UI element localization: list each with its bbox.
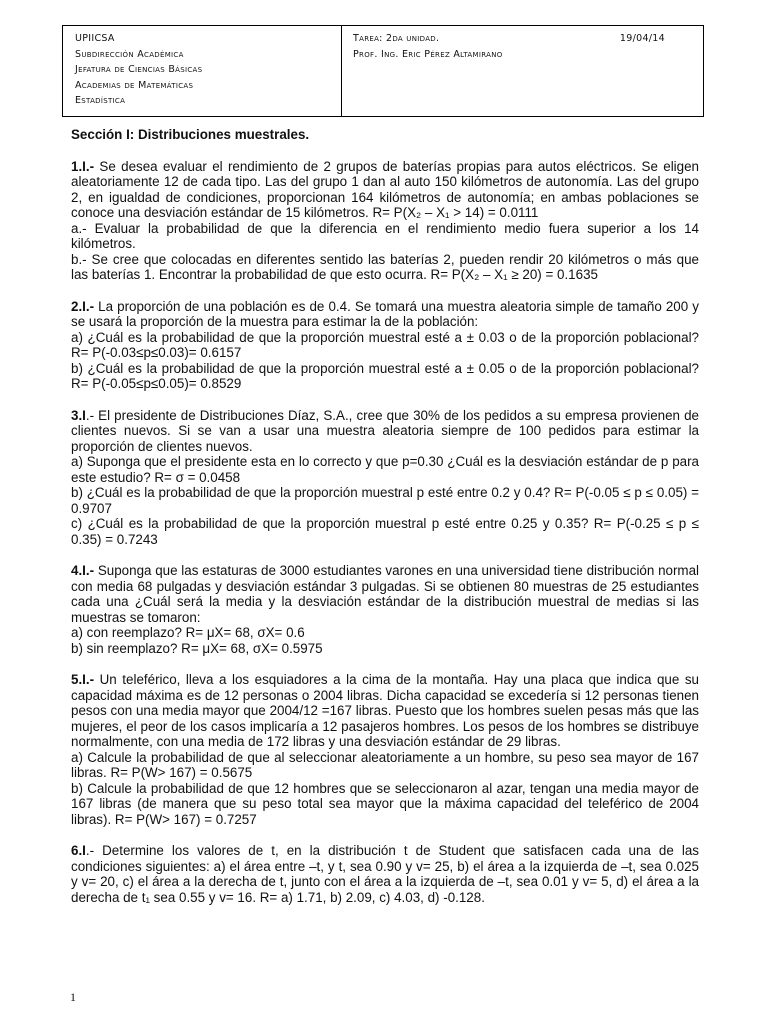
problem-2	[71, 299, 699, 392]
problem-number: 2.I.-	[71, 298, 95, 314]
problem-paragraph: a) Suponga que el presidente esta en lo correcto y que p=0.30 ¿Cuál es la desviación estándar de p para este estudio? R= σ = 0.0458	[71, 454, 699, 485]
problem-number: 5.I.-	[71, 672, 95, 687]
assignment-date: 19/04/14	[619, 33, 665, 44]
problem-paragraph: c) ¿Cuál es la probabilidad de que la proporción muestral p esté entre 0.25 y 0.35? R= P(-0.25 ≤ p ≤ 0.35) = 0.7243	[71, 516, 699, 547]
problem-number: 3.I	[71, 407, 86, 423]
problem-paragraph: b.- Se cree que colocadas en diferentes sentido las baterías 2, pueden rendir 20 kilómetros o más que las baterías 1. Encontrar la probabilidad de que esto ocurra. R= P(X₂ – X₁ ≥ 20) = 0.1635	[71, 251, 699, 282]
problem-paragraph: b) Calcule la probabilidad de que 12 hombres que se seleccionaron al azar, tengan una media mayor de 167 libras (de manera que su peso total sea mayor que la máxima capacidad del teleférico de 2004 libras). R= P(W> 167) = 0.7257	[71, 780, 699, 827]
problem-paragraph: b) ¿Cuál es la probabilidad de que la proporción muestral p esté entre 0.2 y 0.4? R= P(-0.05 ≤ p ≤ 0.05) = 0.9707	[71, 485, 699, 516]
problem-paragraph	[71, 843, 699, 905]
problem-text: Un teleférico, lleva a los esquiadores a la cima de la montaña. Hay una placa que indica que su capacidad máxima es de 12 personas o 2004 libras. Dicha capacidad se excedería si 12 personas tienen pesos con una media mayor que 2004/12 =167 libras. Puesto que los hombres suelen pesas más que las mujeres, el peor de los casos implicaría a 12 pasajeros hombres. Los pesos de los hombres se distribuye normalmente, con una media de 172 libras y una desviación estándar de 29 libras.	[71, 672, 699, 749]
problem-paragraph: a) Calcule la probabilidad de que al seleccionar aleatoriamente a un hombre, su peso sea mayor de 167 libras. R= P(W> 167) = 0.5675	[71, 749, 699, 780]
problem-paragraph: a) con reemplazo? R= μX= 68, σX= 0.6	[71, 625, 305, 640]
institution-line: Academias de Matemáticas	[75, 79, 194, 91]
problem-text: .- El presidente de Distribuciones Díaz, S.A., cree que 30% de los pedidos a su empresa provienen de clientes nuevos. Si se van a usar una muestra aleatoria siempre de 100 pedidos para estimar la proporción de clientes nuevos.	[71, 407, 699, 454]
problem-text: .- Determine los valores de t, en la distribución t de Student que satisfacen cada una de las condiciones siguientes: a) el área entre –t, y t, sea 0.90 y v= 25, b) el área a la izquierda de –t, sea 0.025 y v= 20, c) el área a la derecha de t, junto con el área a la izquierda de –t, sea 0.01 y v= 5, d) el área a la derecha de t₁ sea 0.55 y v= 16. R= a) 1.71, b) 2.09, c) 4.03, d) -0.128.	[71, 843, 699, 905]
section-title: Sección I: Distribuciones muestrales.	[71, 127, 310, 142]
problem-paragraph	[71, 299, 699, 330]
problem-3	[71, 408, 699, 548]
problem-paragraph	[71, 563, 699, 625]
assignment-title: Tarea: 2da unidad.	[353, 33, 440, 44]
problem-1	[71, 159, 699, 283]
document-body	[71, 127, 699, 921]
problem-paragraph: a) ¿Cuál es la probabilidad de que la proporción muestral esté a ± 0.03 o de la proporción poblacional? R= P(-0.03≤p≤0.03)= 0.6157	[71, 329, 699, 360]
problem-paragraph	[71, 159, 699, 221]
problem-paragraph: b) ¿Cuál es la probabilidad de que la proporción muestral esté a ± 0.05 o de la proporción poblacional? R= P(-0.05≤p≤0.05)= 0.8529	[71, 360, 699, 391]
problem-text: Suponga que las estaturas de 3000 estudiantes varones en una universidad tiene distribución normal con media 68 pulgadas y desviación estándar 3 pulgadas. Si se obtienen 80 muestras de 25 estudiantes cada una ¿Cuál será la media y la desviación estándar de la distribución muestral de medias si las muestras se tomaron:	[71, 563, 699, 625]
problem-6	[71, 843, 699, 905]
institution-line: Estadística	[75, 95, 126, 107]
problem-paragraph	[71, 672, 699, 750]
page-number: 1	[70, 990, 76, 1004]
problem-4	[71, 563, 699, 656]
problem-paragraph	[71, 408, 699, 455]
problem-paragraph: a.- Evaluar la probabilidad de que la diferencia en el rendimiento medio fuera superior a los 14 kilómetros.	[71, 220, 699, 251]
problem-number: 4.I.-	[71, 563, 95, 578]
problem-5	[71, 672, 699, 827]
problem-text: La proporción de una población es de 0.4. Se tomará una muestra aleatoria simple de tamaño 200 y se usará la proporción de la muestra para estimar la de la población:	[71, 298, 699, 329]
header-table	[62, 25, 704, 117]
professor-name: Prof. Ing. Eric Pérez Altamirano	[353, 48, 503, 60]
problem-paragraph: b) sin reemplazo? R= μX= 68, σX= 0.5975	[71, 640, 323, 656]
assignment-block	[342, 26, 703, 116]
institution-line: Subdirección Académica	[75, 48, 184, 60]
institution-line: Jefatura de Ciencias Básicas	[75, 64, 203, 76]
problem-number: 6.I	[71, 843, 86, 858]
institution-line: UPIICSA	[75, 33, 115, 44]
problem-text: Se desea evaluar el rendimiento de 2 grupos de baterías propias para autos eléctricos. Se eligen aleatoriamente 12 de cada tipo. Las del grupo 1 dan al auto 150 kilómetros de autonomía. Las del grupo 2, en igualdad de condiciones, proporcionan 164 kilómetros de autonomía; en ambas poblaciones se conoce una desviación estándar de 15 kilómetros. R= P(X₂ – X₁ > 14) = 0.0111	[71, 158, 699, 220]
problem-number: 1.I.-	[71, 158, 95, 174]
institution-block	[63, 26, 342, 116]
